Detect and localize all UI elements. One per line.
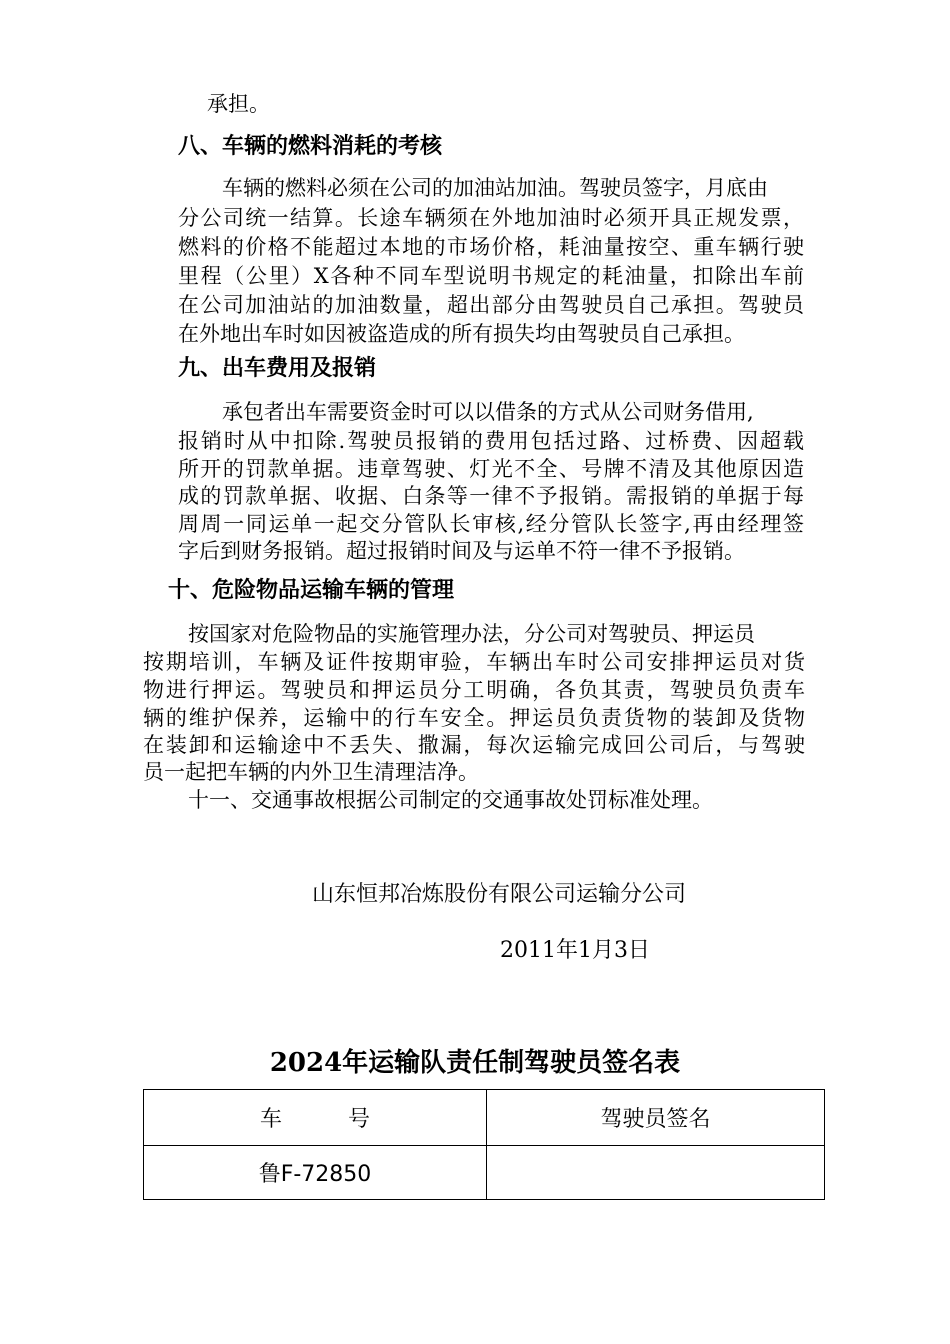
section-10-line: 在装卸和运输途中不丢失、撒漏，每次运输完成回公司后，与驾驶 <box>143 733 805 757</box>
section-10-line: 辆的维护保养，运输中的行车安全。押运员负责货物的装卸及货物 <box>143 706 805 730</box>
section-9-line: 成的罚款单据、收据、白条等一律不予报销。需报销的单据于每 <box>178 484 804 508</box>
paragraph-tail: 承担。 <box>207 92 270 116</box>
section-8-line: 在公司加油站的加油数量，超出部分由驾驶员自己承担。驾驶员 <box>178 293 804 317</box>
section-9-line: 承包者出车需要资金时可以以借条的方式从公司财务借用, <box>222 400 754 424</box>
section-10-line: 按期培训，车辆及证件按期审验，车辆出车时公司安排押运员对货 <box>143 650 805 674</box>
section-10-line: 物进行押运。驾驶员和押运员分工明确，各负其责，驾驶员负责车 <box>143 678 805 702</box>
section-10-line: 员一起把车辆的内外卫生清理洁净。 <box>143 760 479 784</box>
section-8-heading: 八、车辆的燃料消耗的考核 <box>178 134 443 159</box>
section-9-heading: 九、出车费用及报销 <box>178 356 377 381</box>
section-10-line: 按国家对危险物品的实施管理办法，分公司对驾驶员、押运员 <box>188 622 755 646</box>
section-8-line: 在外地出车时如因被盗造成的所有损失均由驾驶员自己承担。 <box>178 322 745 346</box>
signature-date: 2011年1月3日 <box>500 938 650 963</box>
table-header-row <box>144 1090 825 1146</box>
section-8-line: 分公司统一结算。长途车辆须在外地加油时必须开具正规发票， <box>178 206 804 230</box>
section-8-line: 车辆的燃料必须在公司的加油站加油。驾驶员签字，月底由 <box>222 176 768 200</box>
vehicle-number-cell: 鲁F-72850 <box>144 1146 487 1200</box>
section-10-heading: 十、危险物品运输车辆的管理 <box>168 578 455 603</box>
section-9-line: 字后到财务报销。超过报销时间及与运单不符一律不予报销。 <box>178 539 745 563</box>
table-row <box>144 1146 825 1200</box>
driver-signature-table <box>143 1089 825 1200</box>
section-9-line: 所开的罚款单据。违章驾驶、灯光不全、号牌不清及其他原因造 <box>178 457 804 481</box>
section-8-line: 里程（公里）X各种不同车型说明书规定的耗油量，扣除出车前 <box>178 264 804 288</box>
section-11-line: 十一、交通事故根据公司制定的交通事故处罚标准处理。 <box>188 788 713 812</box>
header-driver-signature: 驾驶员签名 <box>487 1090 825 1146</box>
driver-signature-cell[interactable] <box>487 1146 825 1200</box>
header-vehicle-number: 车 号 <box>144 1090 487 1146</box>
table-title: 2024年运输队责任制驾驶员签名表 <box>269 1048 681 1078</box>
company-signature: 山东恒邦冶炼股份有限公司运输分公司 <box>312 882 687 907</box>
section-9-line: 周周一同运单一起交分管队长审核,经分管队长签字,再由经理签 <box>178 512 804 536</box>
section-9-line: 报销时从中扣除.驾驶员报销的费用包括过路、过桥费、因超载 <box>178 429 804 453</box>
section-8-line: 燃料的价格不能超过本地的市场价格，耗油量按空、重车辆行驶 <box>178 235 804 259</box>
